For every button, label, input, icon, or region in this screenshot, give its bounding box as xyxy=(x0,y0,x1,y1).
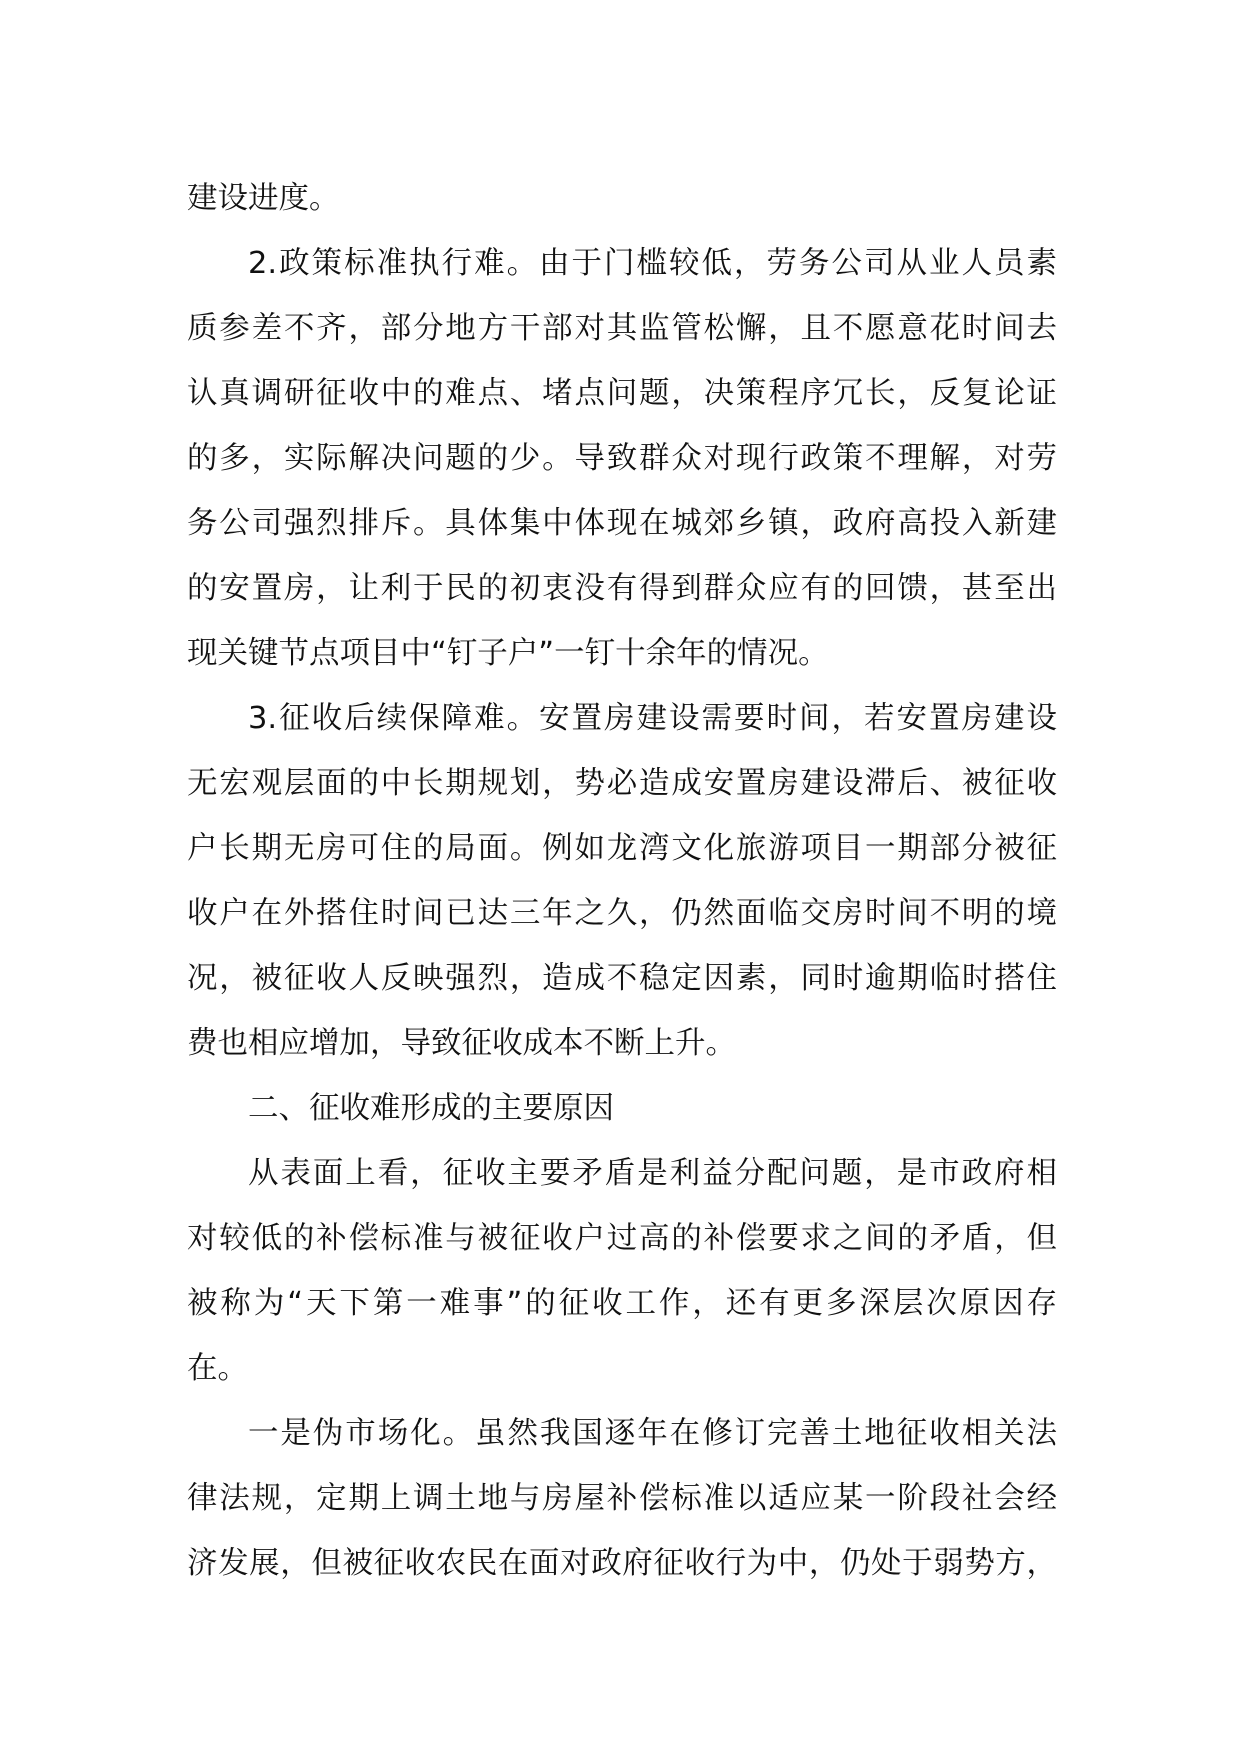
text-line: 户长期无房可住的局面。例如龙湾文化旅游项目一期部分被征 xyxy=(187,831,1057,866)
text-line: 费也相应增加，导致征收成本不断上升。 xyxy=(187,1026,736,1061)
text-line: 认真调研征收中的难点、堵点问题，决策程序冗长，反复论证 xyxy=(187,376,1057,411)
text-line: 二、征收难形成的主要原因 xyxy=(248,1091,614,1126)
text-line: 的安置房，让利于民的初衷没有得到群众应有的回馈，甚至出 xyxy=(187,571,1057,606)
text-line: 的多，实际解决问题的少。导致群众对现行政策不理解，对劳 xyxy=(187,441,1057,476)
text-line: 建设进度。 xyxy=(187,181,340,216)
text-line: 务公司强烈排斥。具体集中体现在城郊乡镇，政府高投入新建 xyxy=(187,506,1057,541)
text-line: 无宏观层面的中长期规划，势必造成安置房建设滞后、被征收 xyxy=(187,766,1057,801)
text-line: 况，被征收人反映强烈，造成不稳定因素，同时逾期临时搭住 xyxy=(187,961,1057,996)
text-line: 被称为“天下第一难事”的征收工作，还有更多深层次原因存 xyxy=(187,1286,1057,1321)
text-line: 对较低的补偿标准与被征收户过高的补偿要求之间的矛盾，但 xyxy=(187,1221,1057,1256)
text-line: 现关键节点项目中“钉子户”一钉十余年的情况。 xyxy=(187,636,829,671)
text-line: 收户在外搭住时间已达三年之久，仍然面临交房时间不明的境 xyxy=(187,896,1057,931)
text-line: 从表面上看，征收主要矛盾是利益分配问题，是市政府相 xyxy=(248,1156,1057,1191)
text-line: 3.征收后续保障难。安置房建设需要时间，若安置房建设 xyxy=(248,701,1057,736)
body-text xyxy=(187,166,1057,1596)
text-line: 一是伪市场化。虽然我国逐年在修订完善土地征收相关法 xyxy=(248,1416,1057,1451)
text-line: 质参差不齐，部分地方干部对其监管松懈，且不愿意花时间去 xyxy=(187,311,1057,346)
text-line: 律法规，定期上调土地与房屋补偿标准以适应某一阶段社会经 xyxy=(187,1481,1057,1516)
text-line: 2.政策标准执行难。由于门槛较低，劳务公司从业人员素 xyxy=(248,246,1057,281)
text-line: 在。 xyxy=(187,1351,248,1386)
text-line: 济发展，但被征收农民在面对政府征收行为中，仍处于弱势方， xyxy=(187,1546,1057,1581)
